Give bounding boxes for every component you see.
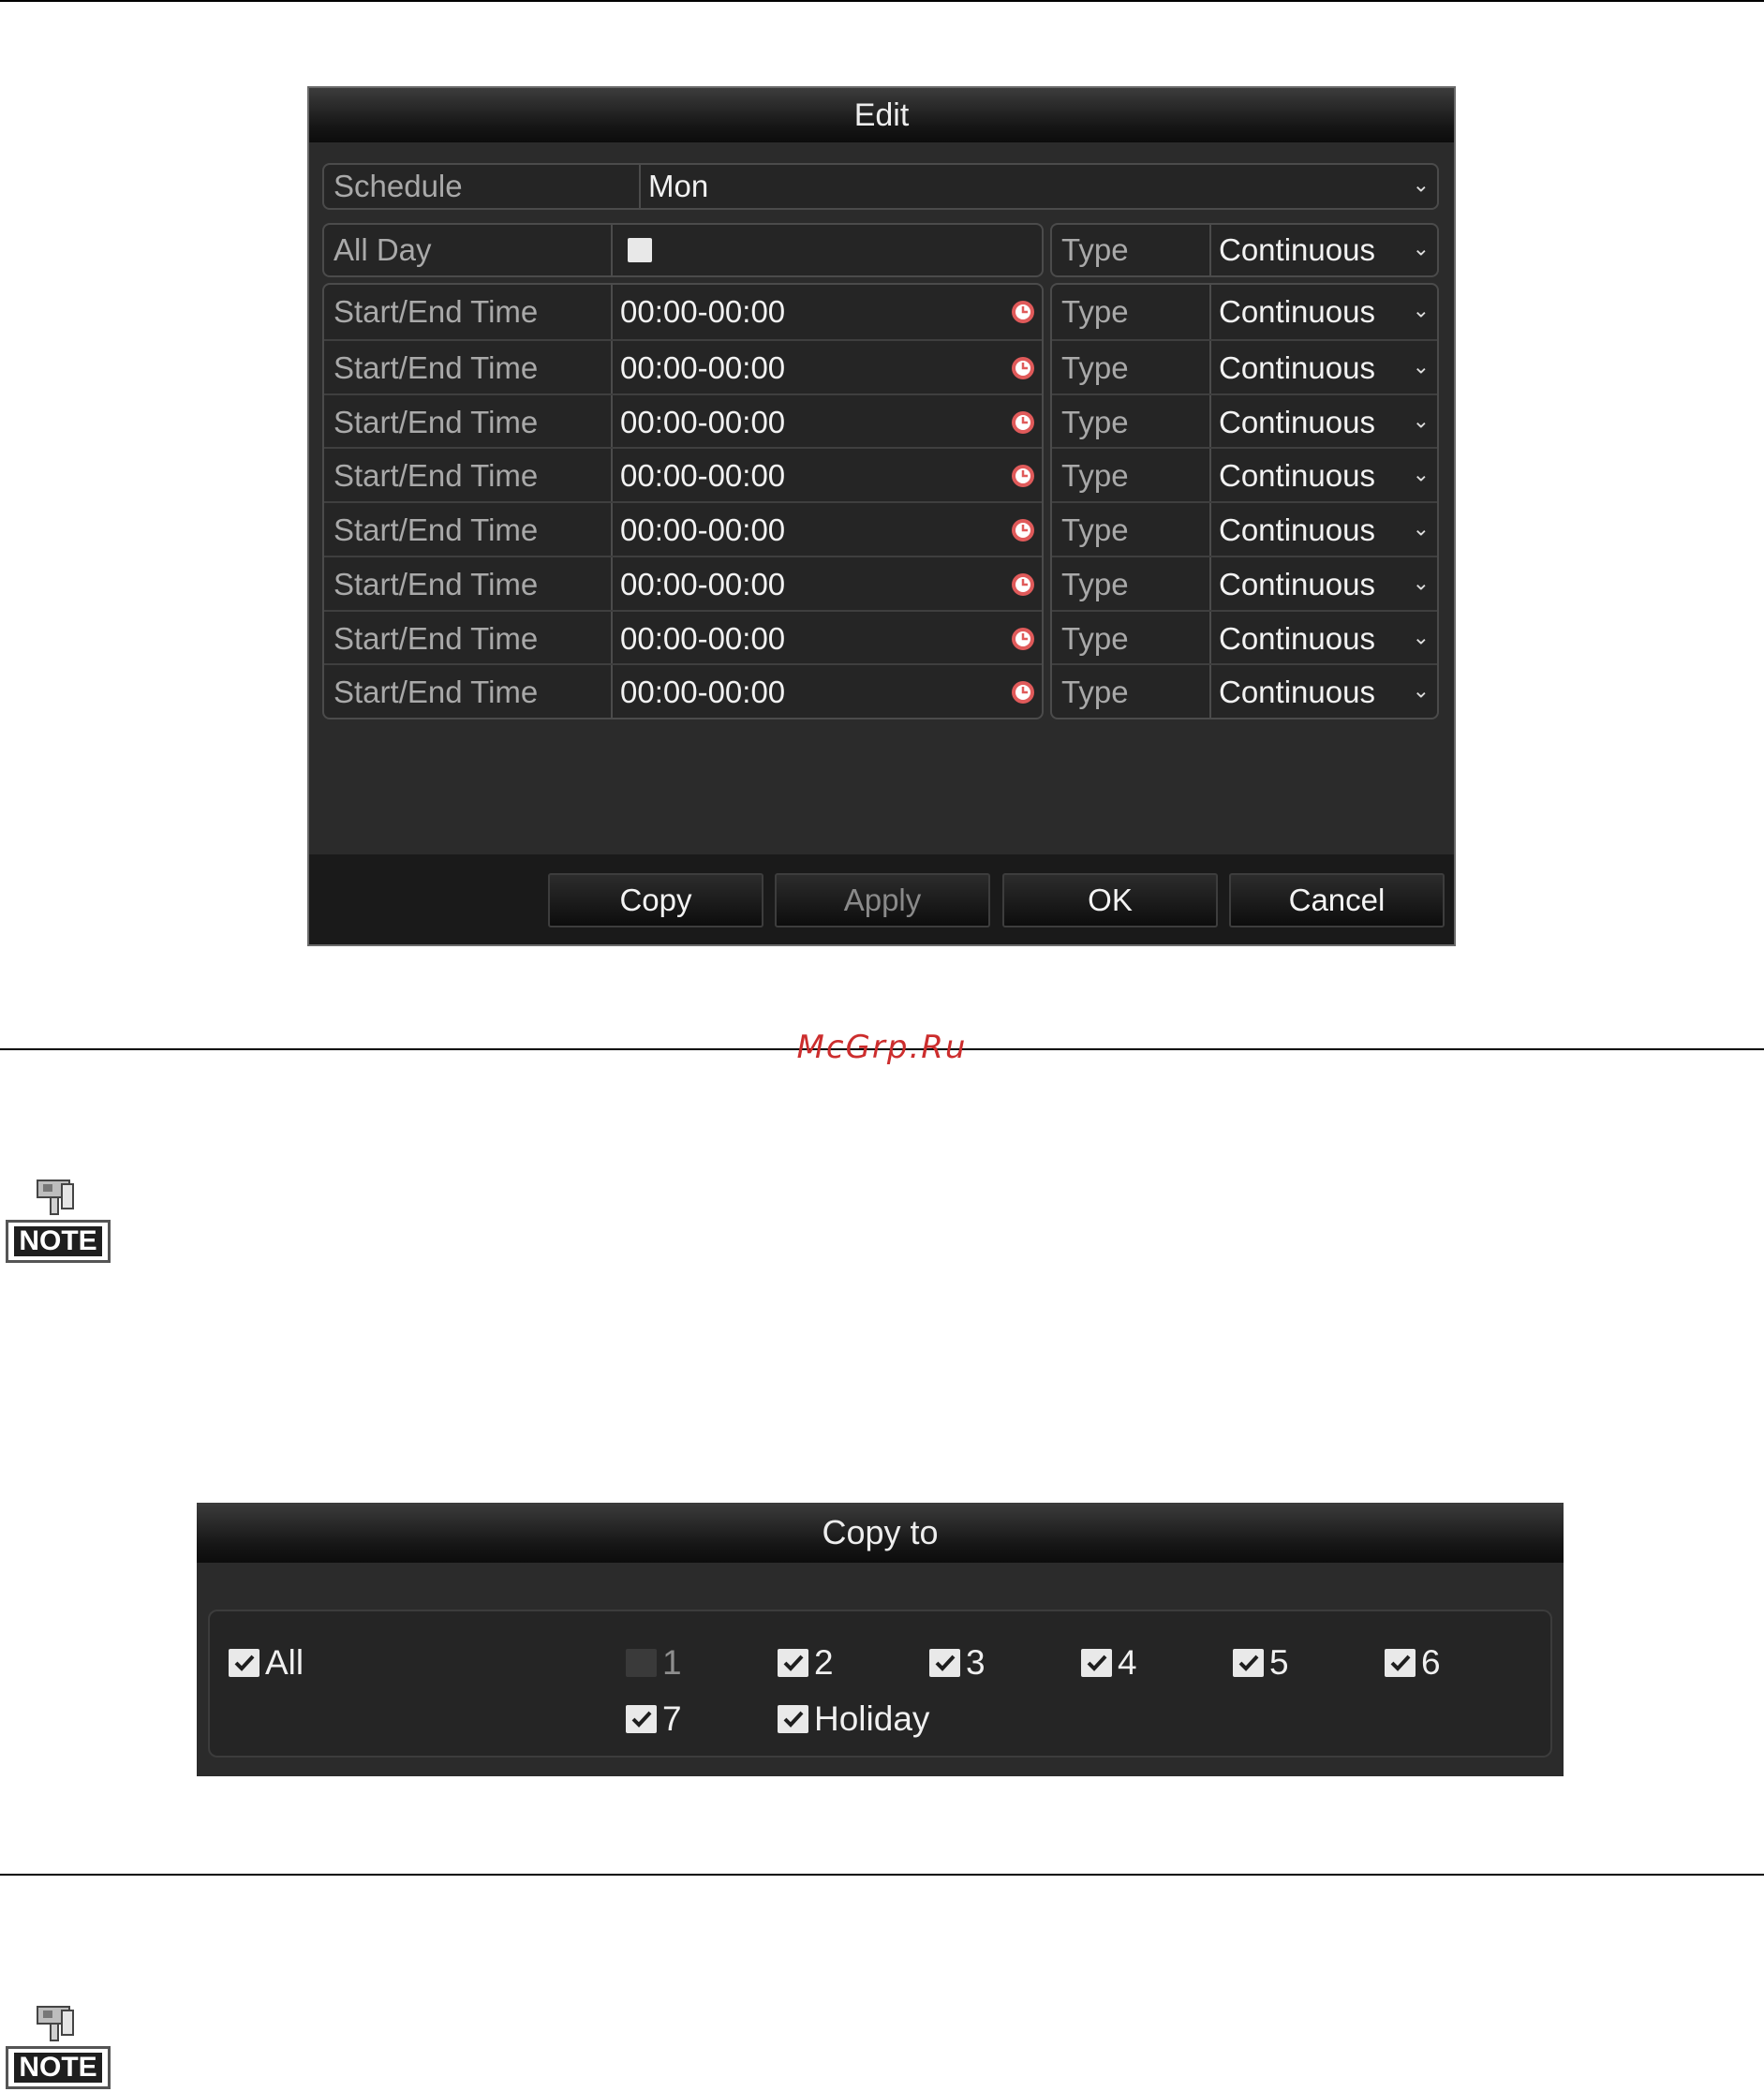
chevron-down-icon: ⌄ (1412, 678, 1430, 703)
cancel-button[interactable]: Cancel (1229, 873, 1445, 927)
copy-to-dialog (197, 1503, 1564, 1776)
type-value: Continuous (1219, 567, 1375, 601)
start-end-time-label: Start/End Time (334, 458, 539, 493)
checkbox-label: 7 (662, 1699, 682, 1738)
schedule-dropdown[interactable] (639, 165, 1437, 208)
note-icon (6, 2003, 111, 2089)
type-value: Continuous (1219, 512, 1375, 547)
checkbox-checked-icon (778, 1705, 808, 1733)
start-end-time-row (324, 610, 1042, 665)
type-row (1052, 339, 1437, 395)
type-label: Type (1061, 294, 1129, 329)
note-label: NOTE (14, 2053, 102, 2083)
time-range-value: 00:00-00:00 (620, 294, 786, 329)
type-dropdown[interactable] (1209, 449, 1437, 503)
checkbox-checked-icon (778, 1649, 808, 1677)
chevron-down-icon: ⌄ (1412, 172, 1430, 197)
pushpin-icon (34, 1177, 81, 1218)
type-row (1052, 447, 1437, 503)
time-range-value: 00:00-00:00 (620, 567, 786, 601)
bottom-rule (0, 1874, 1764, 1876)
checkbox-checked-icon (1081, 1649, 1112, 1677)
ok-button[interactable]: OK (1002, 873, 1218, 927)
chevron-down-icon: ⌄ (1412, 571, 1430, 595)
checkbox-checked-icon (229, 1649, 259, 1677)
type-value: Continuous (1219, 294, 1375, 329)
checkbox-label: 4 (1118, 1643, 1137, 1682)
time-range-value: 00:00-00:00 (620, 458, 786, 493)
time-slot-block (322, 283, 1044, 720)
time-range-value: 00:00-00:00 (620, 350, 786, 385)
type-dropdown[interactable] (1209, 395, 1437, 449)
start-end-time-field[interactable] (611, 341, 1042, 395)
type-value: Continuous (1219, 458, 1375, 493)
type-value: Continuous (1219, 620, 1375, 656)
start-end-time-row (324, 285, 1042, 339)
start-end-time-field[interactable] (611, 503, 1042, 557)
note-label: NOTE (14, 1226, 102, 1256)
type-value: Continuous (1219, 675, 1375, 709)
start-end-time-field[interactable] (611, 395, 1042, 449)
checkbox-day-7[interactable] (626, 1699, 682, 1739)
schedule-value: Mon (648, 169, 709, 203)
schedule-row (322, 163, 1439, 210)
type-dropdown[interactable] (1209, 341, 1437, 395)
chevron-down-icon: ⌄ (1412, 516, 1430, 541)
all-day-type-row (1050, 223, 1439, 277)
checkbox-day-4[interactable] (1081, 1643, 1137, 1683)
checkbox-label: Holiday (814, 1699, 930, 1738)
clock-icon[interactable] (1010, 626, 1036, 652)
clock-icon[interactable] (1010, 679, 1036, 705)
all-day-cell (611, 225, 1042, 275)
checkbox-all[interactable] (229, 1643, 304, 1683)
type-label: Type (1061, 675, 1129, 709)
type-value: Continuous (1219, 232, 1375, 267)
schedule-label: Schedule (334, 169, 463, 203)
all-day-checkbox[interactable] (628, 238, 652, 262)
start-end-time-label: Start/End Time (334, 512, 539, 547)
checkbox-checked-icon (929, 1649, 960, 1677)
checkbox-label: All (265, 1643, 304, 1682)
type-dropdown[interactable] (1209, 665, 1437, 720)
type-slot-block (1050, 283, 1439, 720)
type-label: Type (1061, 232, 1129, 267)
start-end-time-label: Start/End Time (334, 620, 539, 656)
start-end-time-label: Start/End Time (334, 404, 539, 439)
type-row (1052, 285, 1437, 339)
type-row (1052, 610, 1437, 665)
start-end-time-field[interactable] (611, 665, 1042, 720)
type-dropdown[interactable] (1209, 557, 1437, 612)
checkbox-day-5[interactable] (1233, 1643, 1289, 1683)
chevron-down-icon: ⌄ (1412, 236, 1430, 260)
note-tag (6, 2046, 111, 2089)
checkbox-label: 5 (1269, 1643, 1289, 1682)
clock-icon[interactable] (1010, 571, 1036, 598)
checkbox-label: 6 (1421, 1643, 1441, 1682)
checkbox-disabled-icon (626, 1649, 657, 1677)
type-label: Type (1061, 404, 1129, 439)
time-range-value: 00:00-00:00 (620, 512, 786, 547)
note-icon (6, 1177, 111, 1263)
type-dropdown[interactable] (1209, 612, 1437, 665)
middle-rule (0, 1048, 1764, 1050)
type-value: Continuous (1219, 350, 1375, 385)
checkbox-checked-icon (626, 1705, 657, 1733)
type-row (1052, 556, 1437, 612)
checkbox-day-1[interactable] (626, 1643, 682, 1683)
copy-options-panel (208, 1610, 1552, 1758)
pushpin-icon (34, 2003, 81, 2044)
copy-button[interactable]: Copy (548, 873, 763, 927)
type-row (1052, 501, 1437, 557)
clock-icon[interactable] (1010, 463, 1036, 489)
start-end-time-row (324, 393, 1042, 449)
checkbox-day-2[interactable] (778, 1643, 834, 1683)
start-end-time-label: Start/End Time (334, 294, 539, 329)
checkbox-label: 3 (966, 1643, 986, 1682)
checkbox-holiday[interactable] (778, 1699, 929, 1739)
type-label: Type (1061, 512, 1129, 547)
start-end-time-field[interactable] (611, 285, 1042, 339)
all-day-row (322, 223, 1044, 277)
clock-icon[interactable] (1010, 355, 1036, 381)
time-range-value: 00:00-00:00 (620, 404, 786, 439)
dialog-title: Copy to (197, 1503, 1564, 1563)
type-dropdown[interactable] (1209, 503, 1437, 557)
checkbox-label: 1 (662, 1643, 682, 1682)
type-dropdown[interactable] (1209, 225, 1437, 275)
clock-icon[interactable] (1010, 409, 1036, 436)
start-end-time-label: Start/End Time (334, 350, 539, 385)
start-end-time-row (324, 556, 1042, 612)
clock-icon[interactable] (1010, 299, 1036, 325)
chevron-down-icon: ⌄ (1412, 354, 1430, 378)
start-end-time-row (324, 663, 1042, 720)
checkbox-label: 2 (814, 1643, 834, 1682)
start-end-time-field[interactable] (611, 449, 1042, 503)
type-row (1052, 393, 1437, 449)
top-rule (0, 0, 1764, 2)
start-end-time-field[interactable] (611, 612, 1042, 665)
type-row (1052, 663, 1437, 720)
start-end-time-row (324, 339, 1042, 395)
type-value: Continuous (1219, 404, 1375, 439)
checkbox-day-3[interactable] (929, 1643, 986, 1683)
chevron-down-icon: ⌄ (1412, 408, 1430, 433)
checkbox-checked-icon (1385, 1649, 1416, 1677)
start-end-time-label: Start/End Time (334, 567, 539, 601)
dialog-title: Edit (309, 88, 1454, 142)
chevron-down-icon: ⌄ (1412, 625, 1430, 649)
type-label: Type (1061, 350, 1129, 385)
chevron-down-icon: ⌄ (1412, 462, 1430, 486)
chevron-down-icon: ⌄ (1412, 298, 1430, 322)
all-day-label: All Day (334, 232, 432, 267)
type-label: Type (1061, 567, 1129, 601)
type-label: Type (1061, 458, 1129, 493)
watermark: McGrp.Ru (796, 1029, 968, 1066)
time-range-value: 00:00-00:00 (620, 620, 786, 656)
start-end-time-row (324, 501, 1042, 557)
start-end-time-label: Start/End Time (334, 675, 539, 709)
type-label: Type (1061, 620, 1129, 656)
start-end-time-field[interactable] (611, 557, 1042, 612)
start-end-time-row (324, 447, 1042, 503)
clock-icon[interactable] (1010, 517, 1036, 543)
note-tag (6, 1220, 111, 1263)
apply-button[interactable]: Apply (775, 873, 990, 927)
checkbox-checked-icon (1233, 1649, 1264, 1677)
checkbox-day-6[interactable] (1385, 1643, 1441, 1683)
time-range-value: 00:00-00:00 (620, 675, 786, 709)
type-dropdown[interactable] (1209, 285, 1437, 339)
edit-dialog (307, 86, 1456, 946)
